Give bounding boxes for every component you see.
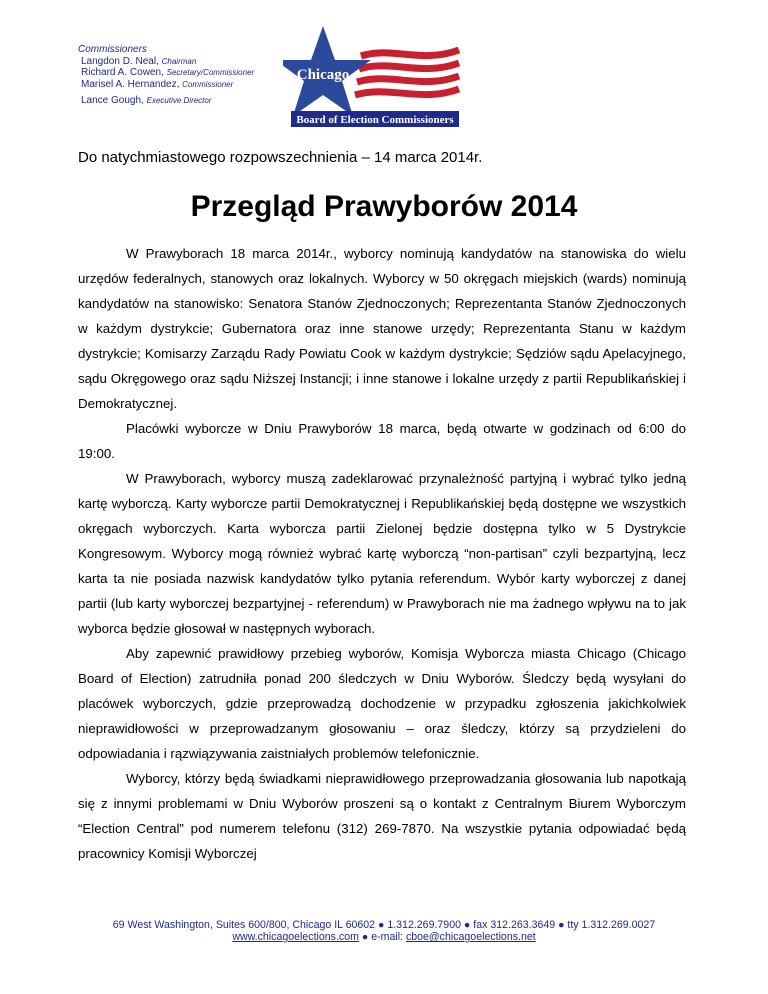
executive-director-name: Lance Gough, [81, 95, 144, 106]
logo-banner: Board of Election Commissioners [296, 114, 454, 126]
commissioners-heading: Commissioners [78, 44, 147, 55]
executive-director-role: Executive Director [146, 96, 212, 105]
commissioner-role: Secretary/Commissioner [166, 68, 255, 77]
release-line: Do natychmiastowego rozpowszechnienia – 14 marca 2014r. [78, 149, 483, 166]
website-link[interactable]: www.chicagoelections.com [232, 931, 359, 943]
commissioner-name: Marisel A. Hernandez, [81, 78, 180, 90]
commissioner-row [78, 67, 254, 79]
body-paragraph: Aby zapewnić prawidłowy przebieg wyborów, Komisja Wyborcza miasta Chicago (Chicago Board of Election) zatrudniła ponad 200 śledczych w Dniu Wyborów. Śledczy będą wysyłani do placówek wyborczych, gdzie przeprowadzą dochodzenie w przypadku zgłoszenia jakichkolwiek nieprawidłowości w przeprowadzanym głosowaniu – oraz śledczy, którzy są przydzieleni do odpowiadania i rązwiązywania zaistniałych problemów telefonicznie. [78, 646, 686, 761]
flag-stripes [355, 50, 459, 95]
body-paragraph: Placówki wyborcze w Dniu Prawyborów 18 marca, będą otwarte w godzinach od 6:00 do 19:00. [78, 421, 686, 461]
commissioner-row [78, 56, 254, 68]
body-paragraph: W Prawyborach, wyborcy muszą zadeklarować przynależność partyjną i wybrać tylko jedną kartę wyborczą. Karty wyborcze partii Demokratycznej i Republikańskiej będą dostępne we wszystkich okręgach wyborczych. Karta wyborcza partii Zielonej będzie dostępna tylko w 5 Dystrykcie Kongresowym. Wyborcy mogą również wybrać kartę wyborczą “non-partisan” czyli bezpartyjną, lecz karta ta nie posiada nazwisk kandydatów tylko pytania referendum. Wybór karty wyborczej z danej partii (lub karty wyborczej bezpartyjnej - referendum) w Prawyborach nie ma żadnego wpływu na to jak wyborca będzie głosował w następnych wyborach. [78, 471, 686, 636]
commissioner-name: Richard A. Cowen, [81, 67, 164, 78]
logo-city: Chicago [296, 67, 350, 83]
email-label: ● e-mail: [361, 931, 403, 943]
commissioner-row [78, 79, 254, 91]
document-body [78, 241, 686, 866]
footer [0, 919, 768, 943]
commissioners-block [78, 44, 254, 107]
board-logo [283, 24, 461, 128]
commissioner-role: Commissioner [182, 79, 234, 89]
body-paragraph: Wyborcy, którzy będą świadkami nieprawidłowego przeprowadzania głosowania lub napotkają się z innymi problemami w Dniu Wyborów proszeni są o kontakt z Centralnym Biurem Wyborczym “Election Central” pod numerem telefonu (312) 269-7870. Na wszystkie pytania odpowiadać będą pracownicy Komisji Wyborczej [78, 771, 686, 861]
page-title: Przegląd Prawyborów 2014 [190, 190, 578, 223]
commissioner-name: Langdon D. Neal, [81, 55, 159, 67]
body-paragraph: W Prawyborach 18 marca 2014r., wyborcy nominują kandydatów na stanowiska do wielu urzędów federalnych, stanowych oraz lokalnych. Wyborcy w 50 okręgach miejskich (wards) nominują kandydatów na stanowisko: Senatora Stanów Zjednoczonych; Reprezentanta Stanów Zjednoczonych w każdym dystrykcie; Gubernatora oraz inne stanowe urzędy; Reprezentanta Stanu w każdym dystrykcie; Komisarzy Zarządu Rady Powiatu Cook w każdym dystrykcie; Sędziów sądu Apelacyjnego, sądu Okręgowego oraz sądu Niższej Instancji; i inne stanowe i lokalne urzędy z partii Republikańskiej i Demokratycznej. [78, 246, 686, 411]
executive-director-row [78, 95, 254, 107]
footer-address: 69 West Washington, Suites 600/800, Chicago IL 60602 ● 1.312.269.7900 ● fax 312.263.3649 ● tty 1.312.269.0027 [112, 919, 656, 931]
email-link[interactable]: cboe@chicagoelections.net [405, 931, 536, 943]
footer-contacts [0, 931, 768, 943]
commissioner-role: Chairman [161, 56, 197, 66]
